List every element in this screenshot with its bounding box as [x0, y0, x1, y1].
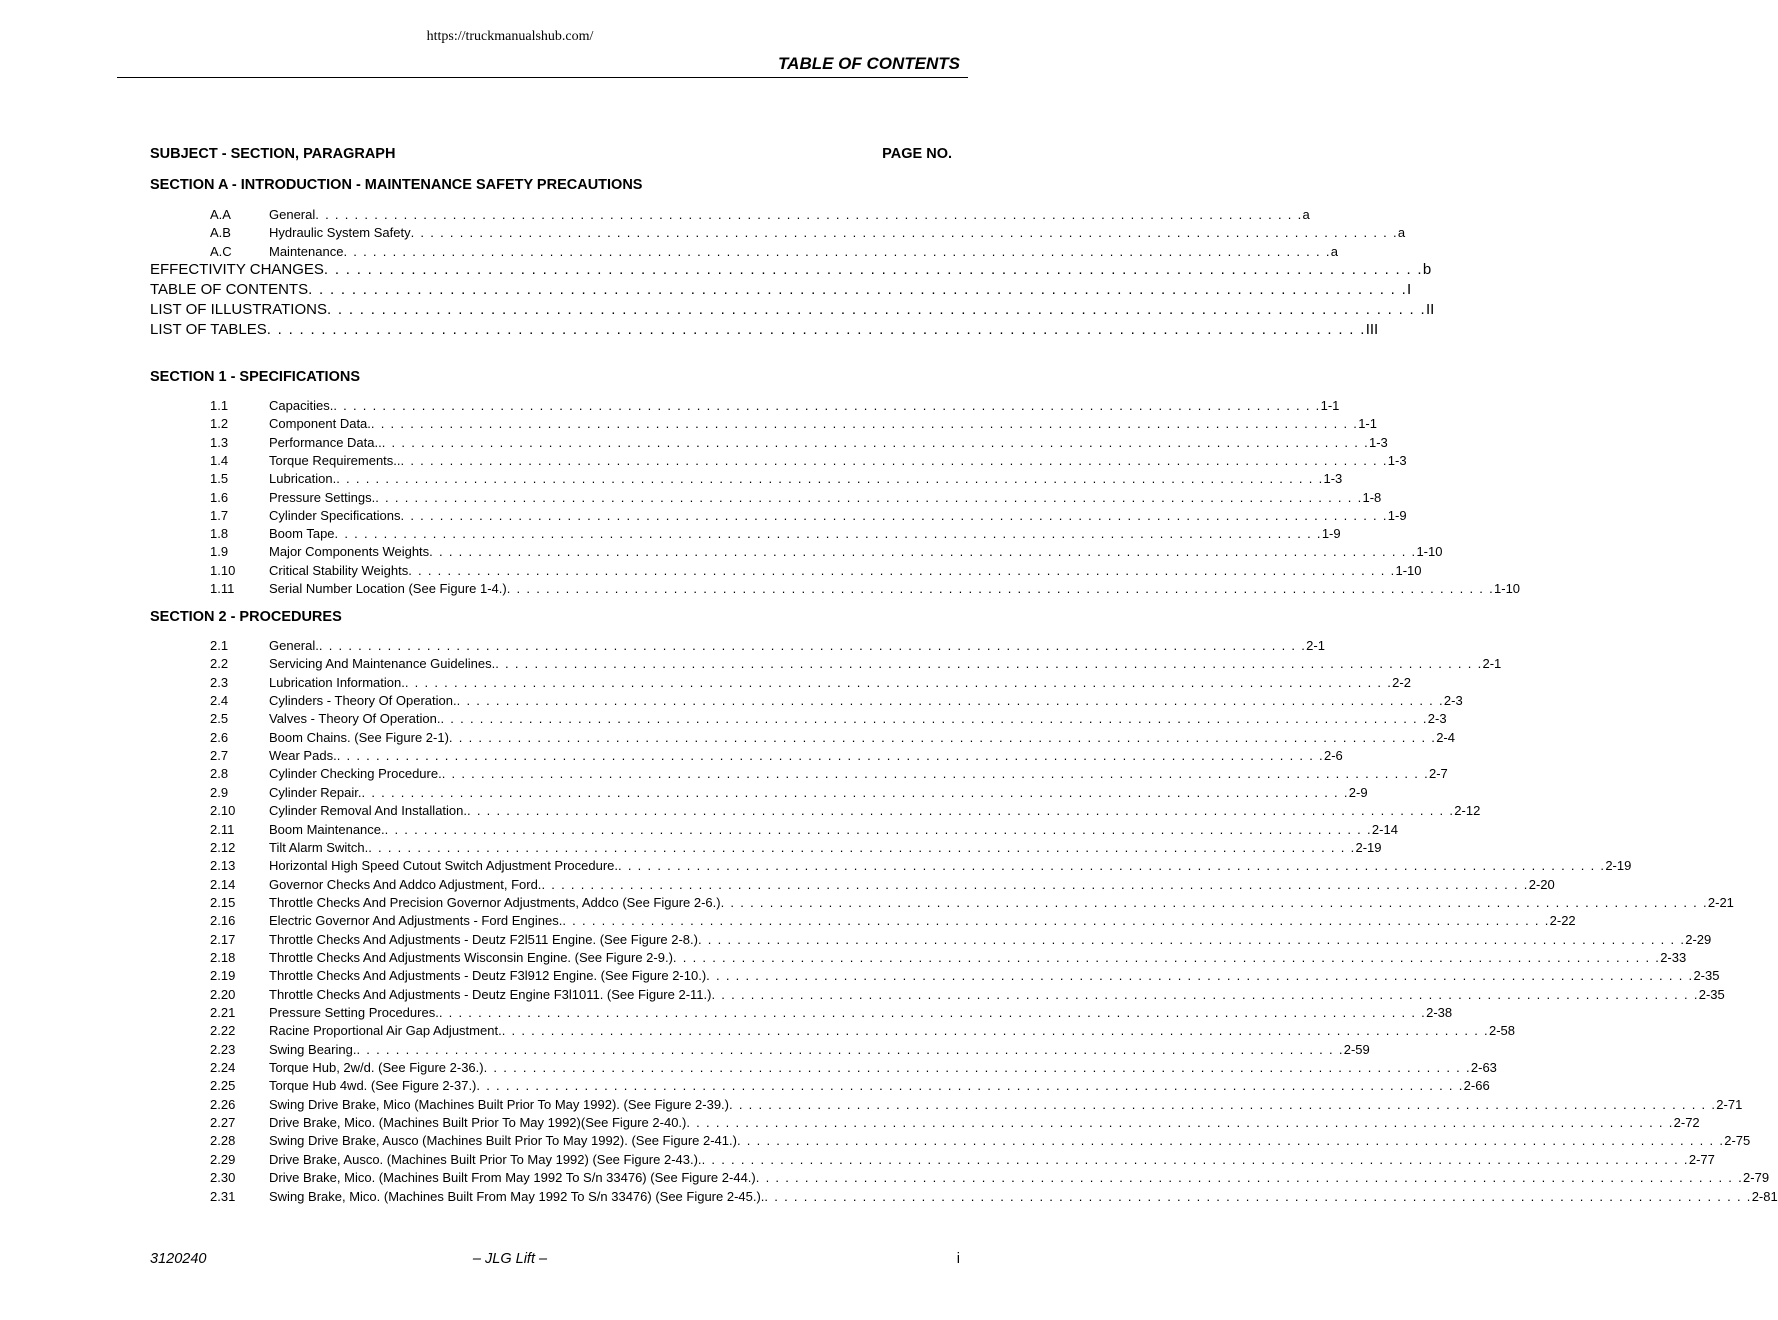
- entry-number: 2.4: [210, 693, 229, 709]
- entry-page: 2-79: [1743, 1170, 1770, 1186]
- dot-leader: . . . . . . . . . . . . . . . . . . . . . . . . . . . . . . . . . . . . . . . . . . . . . . . . . . . . . . . . . . . . . . . . . . . . . . . . . . . . . . . . . . . . . . . . . . . . . . . . . . . . .: [441, 766, 1429, 782]
- entry-number: 1.10: [210, 562, 236, 578]
- toc-entry[interactable]: [210, 1115, 1700, 1133]
- entry-title: Valves - Theory Of Operation.: [269, 711, 441, 727]
- entry-page: 1-10: [1416, 544, 1443, 560]
- dot-leader: . . . . . . . . . . . . . . . . . . . . . . . . . . . . . . . . . . . . . . . . . . . . . . . . . . . . . . . . . . . . . . . . . . . . . . . . . . . . . . . . . . . . . . . . . . . . . . . . . . . . .: [384, 821, 1372, 837]
- dot-leader: . . . . . . . . . . . . . . . . . . . . . . . . . . . . . . . . . . . . . . . . . . . . . . . . . . . . . . . . . . . . . . . . . . . . . . . . . . . . . . . . . . . . . . . . . . . . . . . . . . . . .: [333, 398, 1321, 413]
- entry-number: 2.8: [210, 766, 229, 782]
- entry-title: Swing Bearing.: [269, 1041, 357, 1057]
- entry-page: 2-1: [1482, 656, 1502, 672]
- entry-page: 2-77: [1688, 1151, 1715, 1167]
- dot-leader: . . . . . . . . . . . . . . . . . . . . . . . . . . . . . . . . . . . . . . . . . . . . . . . . . . . . . . . . . . . . . . . . . . . . . . . . . . . . . . . . . . . . . . . . . . . . . . . . . . . . .: [404, 674, 1393, 690]
- dot-leader: . . . . . . . . . . . . . . . . . . . . . . . . . . . . . . . . . . . . . . . . . . . . . . . . . . . . . . . . . . . . . . . . . . . . . . . . . . . . . . . . . . . . . . . . . . . . . . . . . . . . .: [410, 225, 1398, 241]
- toc-entry[interactable]: [210, 434, 1388, 453]
- entry-number: 1.11: [210, 581, 235, 596]
- entry-number: 2.5: [210, 711, 229, 727]
- dot-leader: . . . . . . . . . . . . . . . . . . . . . . . . . . . . . . . . . . . . . . . . . . . . . . . . . . . . . . . . . . . . . . . . . . . . . . . . . . . . . . . . . . . . . . . . . . . . . . . . . . . . .: [706, 968, 1694, 984]
- dot-leader: . . . . . . . . . . . . . . . . . . . . . . . . . . . . . . . . . . . . . . . . . . . . . . . . . . . . . . . . . . . . . . . . . . . . . . . . . . . . . . . . . . . . . . . . . . . . . . . . . . . . .: [336, 748, 1324, 764]
- section-a-heading: SECTION A - INTRODUCTION - MAINTENANCE SAFETY PRECAUTIONS: [150, 177, 643, 193]
- entry-number: 2.24: [210, 1060, 236, 1076]
- entry-page: 2-12: [1454, 803, 1481, 819]
- dot-leader: . . . . . . . . . . . . . . . . . . . . . . . . . . . . . . . . . . . . . . . . . . . . . . . . . . . . . . . . . . . . . . . . . . . . . . . . . . . . . . . . . . . . . . . . . . . . . . . . . . . . .: [697, 931, 1686, 947]
- dot-leader: . . . . . . . . . . . . . . . . . . . . . . . . . . . . . . . . . . . . . . . . . . . . . . . . . . . . . . . . . . . . . . . . . . . . . . . . . . . . . . . . . . . . . . . . . . . . . . . . . . . . .: [400, 452, 1388, 468]
- entry-page: 2-58: [1488, 1023, 1515, 1039]
- dot-leader: . . . . . . . . . . . . . . . . . . . . . . . . . . . . . . . . . . . . . . . . . . . . . . . . . . . . . . . . . . . . . . . . . . . . . . . . . . . . . . . . . . . . . . . . . . . . . . . . . . . . .: [711, 986, 1699, 1002]
- entry-number: 2.1: [210, 638, 229, 653]
- toc-entry[interactable]: [210, 1188, 1778, 1207]
- toc-entry[interactable]: [210, 693, 1463, 711]
- toc-entry[interactable]: [210, 931, 1712, 950]
- entry-number: 2.21: [210, 1005, 236, 1020]
- toc-entry[interactable]: [210, 398, 1340, 416]
- entry-title: Cylinders - Theory Of Operation.: [269, 693, 457, 709]
- entry-title: TABLE OF CONTENTS: [150, 281, 309, 298]
- dot-leader: . . . . . . . . . . . . . . . . . . . . . . . . . . . . . . . . . . . . . . . . . . . . . . . . . . . . . . . . . . . . . . . . . . . . . . . . . . . . . . . . . . . . . . . . . . . . . . . . . . . . .: [429, 544, 1417, 560]
- dot-leader: . . . . . . . . . . . . . . . . . . . . . . . . . . . . . . . . . . . . . . . . . . . . . . . . . . . . . . . . . . . . . . . . . . . . . . . . . . . . . . . . . . . . . . . . . . . . . . . . . . . . .: [448, 729, 1437, 745]
- entry-page: 2-35: [1693, 968, 1720, 984]
- entry-title: Hydraulic System Safety: [269, 225, 411, 241]
- dot-leader: . . . . . . . . . . . . . . . . . . . . . . . . . . . . . . . . . . . . . . . . . . . . . . . . . . . . . . . . . . . . . . . . . . . . . . . . . . . . . . . . . . . . . . . . . . . . . . . . . . . . .: [672, 949, 1661, 965]
- entry-title: Throttle Checks And Precision Governor Adjustments, Addco (See Figure 2-6.): [269, 894, 721, 910]
- entry-title: EFFECTIVITY CHANGES: [150, 261, 324, 278]
- entry-title: Component Data.: [269, 416, 371, 432]
- entry-page: 1-3: [1323, 471, 1343, 487]
- dot-leader: . . . . . . . . . . . . . . . . . . . . . . . . . . . . . . . . . . . . . . . . . . . . . . . . . . . . . . . . . . . . . . . . . . . . . . . . . . . . . . . . . . . . . . . . . . . . . . . . . . . . .: [408, 562, 1396, 578]
- entry-number: 2.6: [210, 729, 229, 745]
- entry-number: A.B: [210, 225, 231, 241]
- dot-leader: . . . . . . . . . . . . . . . . . . . . . . . . . . . . . . . . . . . . . . . . . . . . . . . . . . . . . . . . . . . . . . . . . . . . . . . . . . . . . . . . . . . . . . . . . . . . . . . . . . . . .: [755, 1170, 1744, 1186]
- toc-entry[interactable]: [210, 766, 1448, 784]
- entry-page: 2-7: [1428, 766, 1448, 782]
- dot-leader: . . . . . . . . . . . . . . . . . . . . . . . . . . . . . . . . . . . . . . . . . . . . . . . . . . . . . . . . . . . . . . . . . . . . . . . . . . . . . . . . . . . . . . . . . . . . . . . . . . . . .: [318, 638, 1307, 653]
- toc-entry[interactable]: [210, 1133, 1751, 1151]
- toc-entry[interactable]: [210, 1096, 1743, 1115]
- dot-leader: . . . . . . . . . . . . . . . . . . . . . . . . . . . . . . . . . . . . . . . . . . . . . . . . . . . . . . . . . . . . . . . . . . . . . . . . . . . . . . . . . . . . . . . . . . . . . . . . . . . . .: [764, 1188, 1752, 1204]
- toc-entry[interactable]: [210, 562, 1422, 581]
- entry-page: 1-3: [1369, 434, 1388, 450]
- toc-entry[interactable]: [210, 729, 1455, 748]
- entry-page: 2-9: [1348, 784, 1368, 800]
- subject-column-header: SUBJECT - SECTION, PARAGRAPH: [150, 146, 396, 162]
- toc-entry[interactable]: [210, 876, 1555, 895]
- toc-entry[interactable]: [210, 1041, 1370, 1060]
- dot-leader: . . . . . . . . . . . . . . . . . . . . . . . . . . . . . . . . . . . . . . . . . . . . . . . . . . . . . . . . . . . . . . . . . . . . . . . . . . . . . . . . . . . . . . . . . . . . . . . . . . . . .: [381, 434, 1369, 450]
- toc-entry[interactable]: [210, 913, 1576, 931]
- entry-page: 1-3: [1387, 452, 1407, 468]
- entry-title: Torque Hub, 2w/d. (See Figure 2-36.): [269, 1060, 484, 1076]
- entry-title: Pressure Setting Procedures.: [269, 1005, 439, 1020]
- page-column-header: PAGE NO.: [882, 146, 952, 162]
- dot-leader: . . . . . . . . . . . . . . . . . . . . . . . . . . . . . . . . . . . . . . . . . . . . . . . . . . . . . . . . . . . . . . . . . . . . . . . . . . . . . . . . . . . . . . . . . . . . . . . . . . . . .: [506, 581, 1495, 596]
- toc-entry[interactable]: [210, 489, 1382, 508]
- toc-entry[interactable]: [210, 638, 1325, 656]
- page-number: i: [956, 1251, 960, 1267]
- toc-entry[interactable]: [210, 1151, 1715, 1170]
- entry-title: LIST OF TABLES: [150, 321, 267, 338]
- entry-page: 2-59: [1343, 1041, 1370, 1057]
- dot-leader: . . . . . . . . . . . . . . . . . . . . . . . . . . . . . . . . . . . . . . . . . . . . . . . . . . . . . . . . . . . . . . . . . . . . . . . . . . . . . . . . . . . . . . . . . . . . . . . . . . . . .: [400, 507, 1388, 523]
- entry-number: 2.2: [210, 656, 229, 672]
- entry-title: Racine Proportional Air Gap Adjustment.: [269, 1023, 502, 1039]
- running-title: TABLE OF CONTENTS: [778, 54, 960, 73]
- entry-title: Cylinder Repair.: [269, 784, 362, 800]
- entry-title: Horizontal High Speed Cutout Switch Adjustment Procedure.: [269, 858, 619, 874]
- entry-number: 2.9: [210, 784, 229, 800]
- dot-leader: . . . . . . . . . . . . . . . . . . . . . . . . . . . . . . . . . . . . . . . . . . . . . . . . . . . . . . . . . . . . . . . . . . . . . . . . . . . . . . . . . . . . . . . . . . . . . . . . . . . . .: [440, 711, 1428, 727]
- entry-number: 1.4: [210, 452, 229, 468]
- entry-page: 1-10: [1494, 581, 1521, 596]
- entry-title: Lubrication.: [269, 471, 337, 487]
- dot-leader: . . . . . . . . . . . . . . . . . . . . . . . . . . . . . . . . . . . . . . . . . . . . . . . . . . . . . . . . . . . . . . . . . . . . . . . . . . . . . . . . . . . . . . . . . . . . . . . . . . . . .: [686, 1115, 1674, 1131]
- entry-number: 2.3: [210, 674, 229, 690]
- dot-leader: . . . . . . . . . . . . . . . . . . . . . . . . . . . . . . . . . . . . . . . . . . . . . . . . . . . . . . . . . . . . . . . . . . . . . . . . . . . . . . . . . . . . . . . . . . . . . . . . . . . . .: [334, 526, 1322, 542]
- dot-leader: . . . . . . . . . . . . . . . . . . . . . . . . . . . . . . . . . . . . . . . . . . . . . . . . . . . . . . . . . . . . . . . . . . . . . . . . . . . . . . . . . . . . . . . . . . . . . . . . . . . . .: [467, 803, 1455, 819]
- entry-page: b: [1422, 261, 1432, 278]
- front-matter-entry[interactable]: [150, 301, 1435, 321]
- entry-title: General: [269, 207, 316, 222]
- toc-entry[interactable]: [210, 207, 1310, 225]
- section-1-heading: SECTION 1 - SPECIFICATIONS: [150, 369, 361, 385]
- entry-title: Torque Requirements..: [269, 452, 401, 468]
- entry-page: 2-72: [1673, 1115, 1700, 1131]
- entry-page: 2-38: [1426, 1005, 1453, 1020]
- entry-page: III: [1365, 321, 1379, 338]
- entry-page: a: [1302, 207, 1310, 222]
- section-2-heading: SECTION 2 - PROCEDURES: [150, 609, 342, 625]
- entry-title: Servicing And Maintenance Guidelines.: [269, 656, 496, 672]
- entry-number: 2.16: [210, 913, 236, 929]
- dot-leader: . . . . . . . . . . . . . . . . . . . . . . . . . . . . . . . . . . . . . . . . . . . . . . . . . . . . . . . . . . . . . . . . . . . . . . . . . . . . . . . . . . . . . . . . . . . . . . . . . . . . .: [336, 471, 1324, 487]
- entry-number: 2.23: [210, 1041, 236, 1057]
- dot-leader: . . . . . . . . . . . . . . . . . . . . . . . . . . . . . . . . . . . . . . . . . . . . . . . . . . . . . . . . . . . . . . . . . . . . . . . . . . . . . . . . . . . . . . . . . . . . . . . . . . . . .: [326, 301, 1426, 318]
- toc-entry[interactable]: [210, 858, 1632, 876]
- toc-entry[interactable]: [210, 1170, 1770, 1188]
- entry-number: 2.12: [210, 839, 236, 855]
- column-headers: [150, 146, 952, 162]
- toc-entry[interactable]: [210, 1023, 1515, 1041]
- entry-title: Drive Brake, Mico. (Machines Built From May 1992 To S/n 33476) (See Figure 2-44.): [269, 1170, 756, 1186]
- toc-entry[interactable]: [210, 656, 1502, 674]
- dot-leader: . . . . . . . . . . . . . . . . . . . . . . . . . . . . . . . . . . . . . . . . . . . . . . . . . . . . . . . . . . . . . . . . . . . . . . . . . . . . . . . . . . . . . . . . . . . . . . . . . . . . .: [266, 321, 1366, 338]
- entry-number: 2.10: [210, 803, 236, 819]
- entry-page: 2-3: [1427, 711, 1447, 727]
- entry-number: 2.28: [210, 1133, 236, 1149]
- entry-number: 2.11: [210, 821, 235, 837]
- entry-page: 1-1: [1358, 416, 1377, 432]
- dot-leader: . . . . . . . . . . . . . . . . . . . . . . . . . . . . . . . . . . . . . . . . . . . . . . . . . . . . . . . . . . . . . . . . . . . . . . . . . . . . . . . . . . . . . . . . . . . . . . . . . . . . .: [375, 489, 1363, 505]
- dot-leader: . . . . . . . . . . . . . . . . . . . . . . . . . . . . . . . . . . . . . . . . . . . . . . . . . . . . . . . . . . . . . . . . . . . . . . . . . . . . . . . . . . . . . . . . . . . . . . . . . . . . .: [343, 243, 1331, 259]
- entry-page: 2-6: [1323, 748, 1343, 764]
- entry-number: 2.15: [210, 894, 236, 910]
- dot-leader: . . . . . . . . . . . . . . . . . . . . . . . . . . . . . . . . . . . . . . . . . . . . . . . . . . . . . . . . . . . . . . . . . . . . . . . . . . . . . . . . . . . . . . . . . . . . . . . . . . . . .: [483, 1060, 1471, 1076]
- dot-leader: . . . . . . . . . . . . . . . . . . . . . . . . . . . . . . . . . . . . . . . . . . . . . . . . . . . . . . . . . . . . . . . . . . . . . . . . . . . . . . . . . . . . . . . . . . . . . . . . . . . . .: [456, 693, 1444, 709]
- entry-title: Boom Tape: [269, 526, 335, 542]
- entry-page: 2-14: [1371, 821, 1398, 837]
- entry-number: 2.31: [210, 1188, 236, 1204]
- source-url: https://truckmanualshub.com/: [426, 29, 594, 44]
- entry-title: LIST OF ILLUSTRATIONS: [150, 301, 327, 318]
- toc-entry[interactable]: [210, 452, 1407, 471]
- entry-number: 1.7: [210, 507, 229, 523]
- entry-page: 2-63: [1470, 1060, 1497, 1076]
- entry-title: Pressure Settings.: [269, 489, 376, 505]
- dot-leader: . . . . . . . . . . . . . . . . . . . . . . . . . . . . . . . . . . . . . . . . . . . . . . . . . . . . . . . . . . . . . . . . . . . . . . . . . . . . . . . . . . . . . . . . . . . . . . . . . . . . .: [701, 1151, 1689, 1167]
- entry-page: 1-1: [1320, 398, 1340, 413]
- entry-number: 2.7: [210, 748, 229, 764]
- entry-page: 2-4: [1436, 729, 1455, 745]
- entry-title: Drive Brake, Ausco. (Machines Built Prior To May 1992) (See Figure 2-43.).: [269, 1151, 702, 1167]
- dot-leader: . . . . . . . . . . . . . . . . . . . . . . . . . . . . . . . . . . . . . . . . . . . . . . . . . . . . . . . . . . . . . . . . . . . . . . . . . . . . . . . . . . . . . . . . . . . . . . . . . . . . .: [438, 1005, 1427, 1020]
- entry-title: Drive Brake, Mico. (Machines Built Prior To May 1992)(See Figure 2-40.): [269, 1115, 687, 1131]
- toc-entry[interactable]: [210, 225, 1406, 243]
- entry-page: 2-71: [1716, 1096, 1743, 1112]
- entry-page: 2-3: [1443, 693, 1463, 709]
- entry-page: 1-8: [1362, 489, 1382, 505]
- entry-number: 2.14: [210, 876, 236, 892]
- toc-entry[interactable]: [210, 526, 1341, 544]
- entry-number: 1.6: [210, 489, 229, 505]
- toc-entry[interactable]: [210, 1005, 1453, 1023]
- toc-entry[interactable]: [210, 581, 1521, 599]
- entry-page: 2-81: [1751, 1188, 1778, 1204]
- entry-number: 2.13: [210, 858, 236, 874]
- entry-number: 1.5: [210, 471, 229, 487]
- toc-entry[interactable]: [210, 507, 1407, 526]
- dot-leader: . . . . . . . . . . . . . . . . . . . . . . . . . . . . . . . . . . . . . . . . . . . . . . . . . . . . . . . . . . . . . . . . . . . . . . . . . . . . . . . . . . . . . . . . . . . . . . . . . . . . .: [361, 784, 1349, 800]
- entry-title: Wear Pads.: [269, 748, 337, 764]
- entry-page: 1-9: [1387, 507, 1407, 523]
- toc-entry[interactable]: [210, 711, 1447, 729]
- entry-number: 2.20: [210, 986, 236, 1002]
- entry-title: Cylinder Specifications: [269, 507, 401, 523]
- dot-leader: . . . . . . . . . . . . . . . . . . . . . . . . . . . . . . . . . . . . . . . . . . . . . . . . . . . . . . . . . . . . . . . . . . . . . . . . . . . . . . . . . . . . . . . . . . . . . . . . . . . . .: [736, 1133, 1725, 1149]
- front-matter-entry[interactable]: [150, 281, 1412, 301]
- dot-leader: . . . . . . . . . . . . . . . . . . . . . . . . . . . . . . . . . . . . . . . . . . . . . . . . . . . . . . . . . . . . . . . . . . . . . . . . . . . . . . . . . . . . . . . . . . . . . . . . . . . . .: [729, 1096, 1717, 1112]
- entry-title: Torque Hub 4wd. (See Figure 2-37.): [269, 1078, 477, 1094]
- entry-page: 2-2: [1392, 674, 1411, 690]
- entry-page: 2-22: [1549, 913, 1576, 929]
- entry-number: A.C: [210, 243, 232, 259]
- dot-leader: . . . . . . . . . . . . . . . . . . . . . . . . . . . . . . . . . . . . . . . . . . . . . . . . . . . . . . . . . . . . . . . . . . . . . . . . . . . . . . . . . . . . . . . . . . . . . . . . . . . . .: [562, 913, 1550, 929]
- entry-title: Throttle Checks And Adjustments Wisconsin Engine. (See Figure 2-9.): [269, 949, 673, 965]
- entry-number: 2.29: [210, 1151, 236, 1167]
- toc-entry[interactable]: [210, 416, 1377, 434]
- front-matter-entry[interactable]: [150, 261, 1432, 281]
- entry-page: a: [1330, 243, 1338, 259]
- entry-page: II: [1425, 301, 1435, 318]
- toc-entry[interactable]: [210, 1078, 1490, 1096]
- entry-page: 2-19: [1355, 839, 1382, 855]
- dot-leader: . . . . . . . . . . . . . . . . . . . . . . . . . . . . . . . . . . . . . . . . . . . . . . . . . . . . . . . . . . . . . . . . . . . . . . . . . . . . . . . . . . . . . . . . . . . . . . . . . . . . .: [315, 207, 1303, 222]
- toc-entry[interactable]: [210, 748, 1343, 766]
- dot-leader: . . . . . . . . . . . . . . . . . . . . . . . . . . . . . . . . . . . . . . . . . . . . . . . . . . . . . . . . . . . . . . . . . . . . . . . . . . . . . . . . . . . . . . . . . . . . . . . . . . . . .: [356, 1041, 1344, 1057]
- entry-page: 2-29: [1685, 931, 1712, 947]
- entry-title: Critical Stability Weights: [269, 562, 409, 578]
- toc-entry[interactable]: [210, 544, 1443, 562]
- entry-page: I: [1407, 281, 1412, 298]
- dot-leader: . . . . . . . . . . . . . . . . . . . . . . . . . . . . . . . . . . . . . . . . . . . . . . . . . . . . . . . . . . . . . . . . . . . . . . . . . . . . . . . . . . . . . . . . . . . . . . . . . . . . .: [618, 858, 1606, 874]
- entry-number: 1.1: [210, 398, 229, 413]
- dot-leader: . . . . . . . . . . . . . . . . . . . . . . . . . . . . . . . . . . . . . . . . . . . . . . . . . . . . . . . . . . . . . . . . . . . . . . . . . . . . . . . . . . . . . . . . . . . . . . . . . . . . .: [501, 1023, 1489, 1039]
- dot-leader: . . . . . . . . . . . . . . . . . . . . . . . . . . . . . . . . . . . . . . . . . . . . . . . . . . . . . . . . . . . . . . . . . . . . . . . . . . . . . . . . . . . . . . . . . . . . . . . . . . . . .: [720, 894, 1708, 910]
- dot-leader: . . . . . . . . . . . . . . . . . . . . . . . . . . . . . . . . . . . . . . . . . . . . . . . . . . . . . . . . . . . . . . . . . . . . . . . . . . . . . . . . . . . . . . . . . . . . . . . . . . . . .: [308, 281, 1408, 298]
- header-rule: [117, 77, 968, 78]
- toc-entry[interactable]: [210, 839, 1382, 858]
- toc-entry[interactable]: [210, 821, 1398, 840]
- dot-leader: . . . . . . . . . . . . . . . . . . . . . . . . . . . . . . . . . . . . . . . . . . . . . . . . . . . . . . . . . . . . . . . . . . . . . . . . . . . . . . . . . . . . . . . . . . . . . . . . . . . . .: [495, 656, 1483, 672]
- entry-title: Serial Number Location (See Figure 1-4.): [269, 581, 507, 596]
- entry-page: 2-19: [1605, 858, 1632, 874]
- entry-title: Boom Chains. (See Figure 2-1): [269, 729, 449, 745]
- entry-title: Boom Maintenance.: [269, 821, 385, 837]
- entry-title: Capacities.: [269, 398, 334, 413]
- dot-leader: . . . . . . . . . . . . . . . . . . . . . . . . . . . . . . . . . . . . . . . . . . . . . . . . . . . . . . . . . . . . . . . . . . . . . . . . . . . . . . . . . . . . . . . . . . . . . . . . . . . . .: [368, 839, 1356, 855]
- entry-page: 2-21: [1707, 894, 1734, 910]
- entry-title: Tilt Alarm Switch.: [269, 839, 369, 855]
- toc-entry[interactable]: [210, 471, 1343, 489]
- entry-page: 1-10: [1395, 562, 1422, 578]
- entry-title: General.: [269, 638, 319, 653]
- entry-page: 2-75: [1724, 1133, 1751, 1149]
- entry-page: 2-1: [1306, 638, 1325, 653]
- toc-entry[interactable]: [210, 1060, 1497, 1078]
- entry-title: Throttle Checks And Adjustments - Deutz F3l912 Engine. (See Figure 2-10.): [269, 968, 707, 984]
- entry-page: 1-9: [1321, 526, 1341, 542]
- toc-entry[interactable]: [210, 894, 1734, 913]
- dot-leader: . . . . . . . . . . . . . . . . . . . . . . . . . . . . . . . . . . . . . . . . . . . . . . . . . . . . . . . . . . . . . . . . . . . . . . . . . . . . . . . . . . . . . . . . . . . . . . . . . . . . .: [476, 1078, 1464, 1094]
- entry-title: Swing Brake, Mico. (Machines Built From May 1992 To S/n 33476) (See Figure 2-45.).: [269, 1188, 765, 1204]
- toc-entry[interactable]: [210, 986, 1725, 1005]
- entry-page: a: [1397, 225, 1406, 241]
- toc-entry[interactable]: [210, 803, 1481, 821]
- entry-number: 2.17: [210, 931, 236, 947]
- entry-number: 2.19: [210, 968, 236, 984]
- entry-title: Maintenance: [269, 243, 344, 259]
- entry-title: Throttle Checks And Adjustments - Deutz Engine F3l1011. (See Figure 2-11.): [269, 986, 712, 1002]
- entry-title: Cylinder Removal And Installation.: [269, 803, 467, 819]
- entry-title: Throttle Checks And Adjustments - Deutz F2l511 Engine. (See Figure 2-8.): [269, 931, 698, 947]
- entry-page: 2-35: [1698, 986, 1725, 1002]
- entry-page: 2-20: [1528, 876, 1555, 892]
- dot-leader: . . . . . . . . . . . . . . . . . . . . . . . . . . . . . . . . . . . . . . . . . . . . . . . . . . . . . . . . . . . . . . . . . . . . . . . . . . . . . . . . . . . . . . . . . . . . . . . . . . . . .: [541, 876, 1529, 892]
- toc-entry[interactable]: [210, 243, 1338, 262]
- entry-number: 1.8: [210, 526, 229, 542]
- entry-title: Lubrication Information.: [269, 674, 405, 690]
- entry-number: 2.22: [210, 1023, 236, 1039]
- entry-title: Cylinder Checking Procedure.: [269, 766, 442, 782]
- entry-page: 2-66: [1463, 1078, 1490, 1094]
- entry-number: 2.27: [210, 1115, 236, 1131]
- entry-number: 1.3: [210, 434, 229, 450]
- entry-number: 2.30: [210, 1170, 236, 1186]
- footer-brand: – JLG Lift –: [472, 1251, 548, 1267]
- front-matter-entry[interactable]: [150, 321, 1379, 341]
- dot-leader: . . . . . . . . . . . . . . . . . . . . . . . . . . . . . . . . . . . . . . . . . . . . . . . . . . . . . . . . . . . . . . . . . . . . . . . . . . . . . . . . . . . . . . . . . . . . . . . . . . . . .: [370, 416, 1359, 432]
- entry-number: 2.26: [210, 1096, 236, 1112]
- entry-title: Swing Drive Brake, Mico (Machines Built Prior To May 1992). (See Figure 2-39.): [269, 1096, 729, 1112]
- entry-title: Electric Governor And Adjustments - Ford Engines.: [269, 913, 563, 929]
- toc-entry[interactable]: [210, 784, 1368, 803]
- entry-title: Performance Data..: [269, 434, 382, 450]
- toc-entry[interactable]: [210, 674, 1411, 693]
- toc-entry[interactable]: [210, 968, 1720, 986]
- toc-entry[interactable]: [210, 949, 1687, 968]
- entry-number: 1.2: [210, 416, 229, 432]
- entry-title: Governor Checks And Addco Adjustment, Ford.: [269, 876, 542, 892]
- entry-number: A.A: [210, 207, 231, 222]
- entry-number: 1.9: [210, 544, 229, 560]
- entry-number: 2.18: [210, 949, 236, 965]
- entry-title: Major Components Weights: [269, 544, 430, 560]
- entry-number: 2.25: [210, 1078, 236, 1094]
- document-number: 3120240: [150, 1251, 207, 1267]
- entry-title: Swing Drive Brake, Ausco (Machines Built Prior To May 1992). (See Figure 2-41.): [269, 1133, 737, 1149]
- dot-leader: . . . . . . . . . . . . . . . . . . . . . . . . . . . . . . . . . . . . . . . . . . . . . . . . . . . . . . . . . . . . . . . . . . . . . . . . . . . . . . . . . . . . . . . . . . . . . . . . . . . . .: [323, 261, 1423, 278]
- entry-page: 2-33: [1660, 949, 1687, 965]
